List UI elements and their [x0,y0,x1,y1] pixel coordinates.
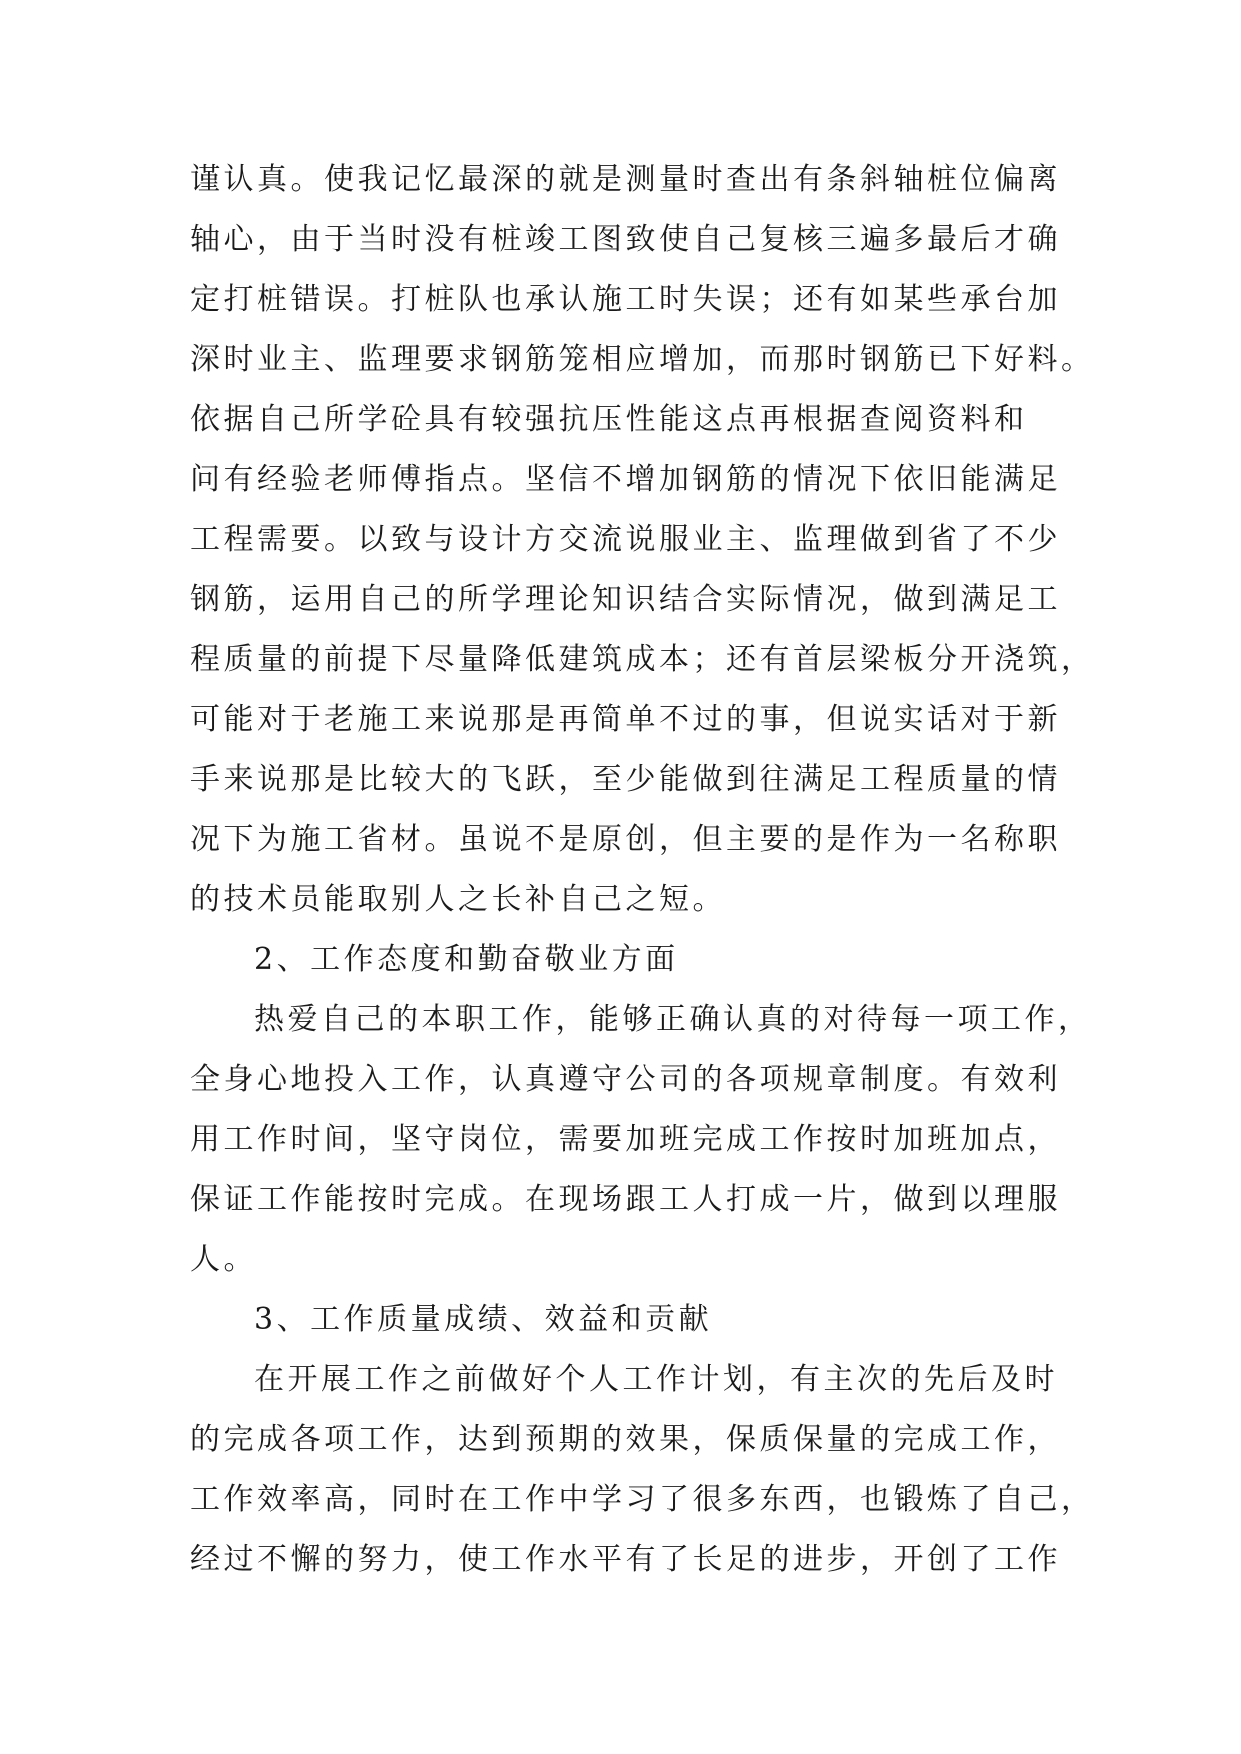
text-line: 程质量的前提下尽量降低建筑成本；还有首层梁板分开浇筑， [190,642,1095,677]
text-line: 轴心，由于当时没有桩竣工图致使自己复核三遍多最后才确 [190,222,1061,257]
text-line: 的完成各项工作，达到预期的效果，保质保量的完成工作， [190,1422,1061,1457]
text-line: 可能对于老施工来说那是再简单不过的事，但说实话对于新 [190,702,1061,737]
text-line: 钢筋，运用自己的所学理论知识结合实际情况，做到满足工 [190,582,1061,617]
text-line: 况下为施工省材。虽说不是原创，但主要的是作为一名称职 [190,822,1061,857]
text-line: 的技术员能取别人之长补自己之短。 [190,882,726,917]
text-line: 定打桩错误。打桩队也承认施工时失误；还有如某些承台加 [190,282,1061,317]
text-line: 人。 [190,1242,257,1277]
paragraph-first-line: 在开展工作之前做好个人工作计划，有主次的先后及时 [254,1362,1058,1397]
text-line: 全身心地投入工作，认真遵守公司的各项规章制度。有效利 [190,1062,1061,1097]
text-line: 手来说那是比较大的飞跃，至少能做到往满足工程质量的情 [190,762,1061,797]
text-line: 工作效率高，同时在工作中学习了很多东西，也锻炼了自己， [190,1482,1095,1517]
text-line: 经过不懈的努力，使工作水平有了长足的进步，开创了工作 [190,1542,1061,1577]
text-line: 保证工作能按时完成。在现场跟工人打成一片，做到以理服 [190,1182,1061,1217]
text-line: 依据自己所学砼具有较强抗压性能这点再根据查阅资料和 [190,402,1028,437]
text-line: 工程需要。以致与设计方交流说服业主、监理做到省了不少 [190,522,1061,557]
text-line: 用工作时间，坚守岗位，需要加班完成工作按时加班加点， [190,1122,1061,1157]
paragraph-first-line: 热爱自己的本职工作，能够正确认真的对待每一项工作， [254,1002,1092,1037]
section-heading: 3、工作质量成绩、效益和贡献 [254,1302,713,1337]
text-line: 问有经验老师傅指点。坚信不增加钢筋的情况下依旧能满足 [190,462,1061,497]
text-line: 深时业主、监理要求钢筋笼相应增加，而那时钢筋已下好料。 [190,342,1095,377]
body-text [190,150,1095,1590]
section-heading: 2、工作态度和勤奋敬业方面 [254,942,679,977]
text-line: 谨认真。使我记忆最深的就是测量时查出有条斜轴桩位偏离 [190,162,1061,197]
